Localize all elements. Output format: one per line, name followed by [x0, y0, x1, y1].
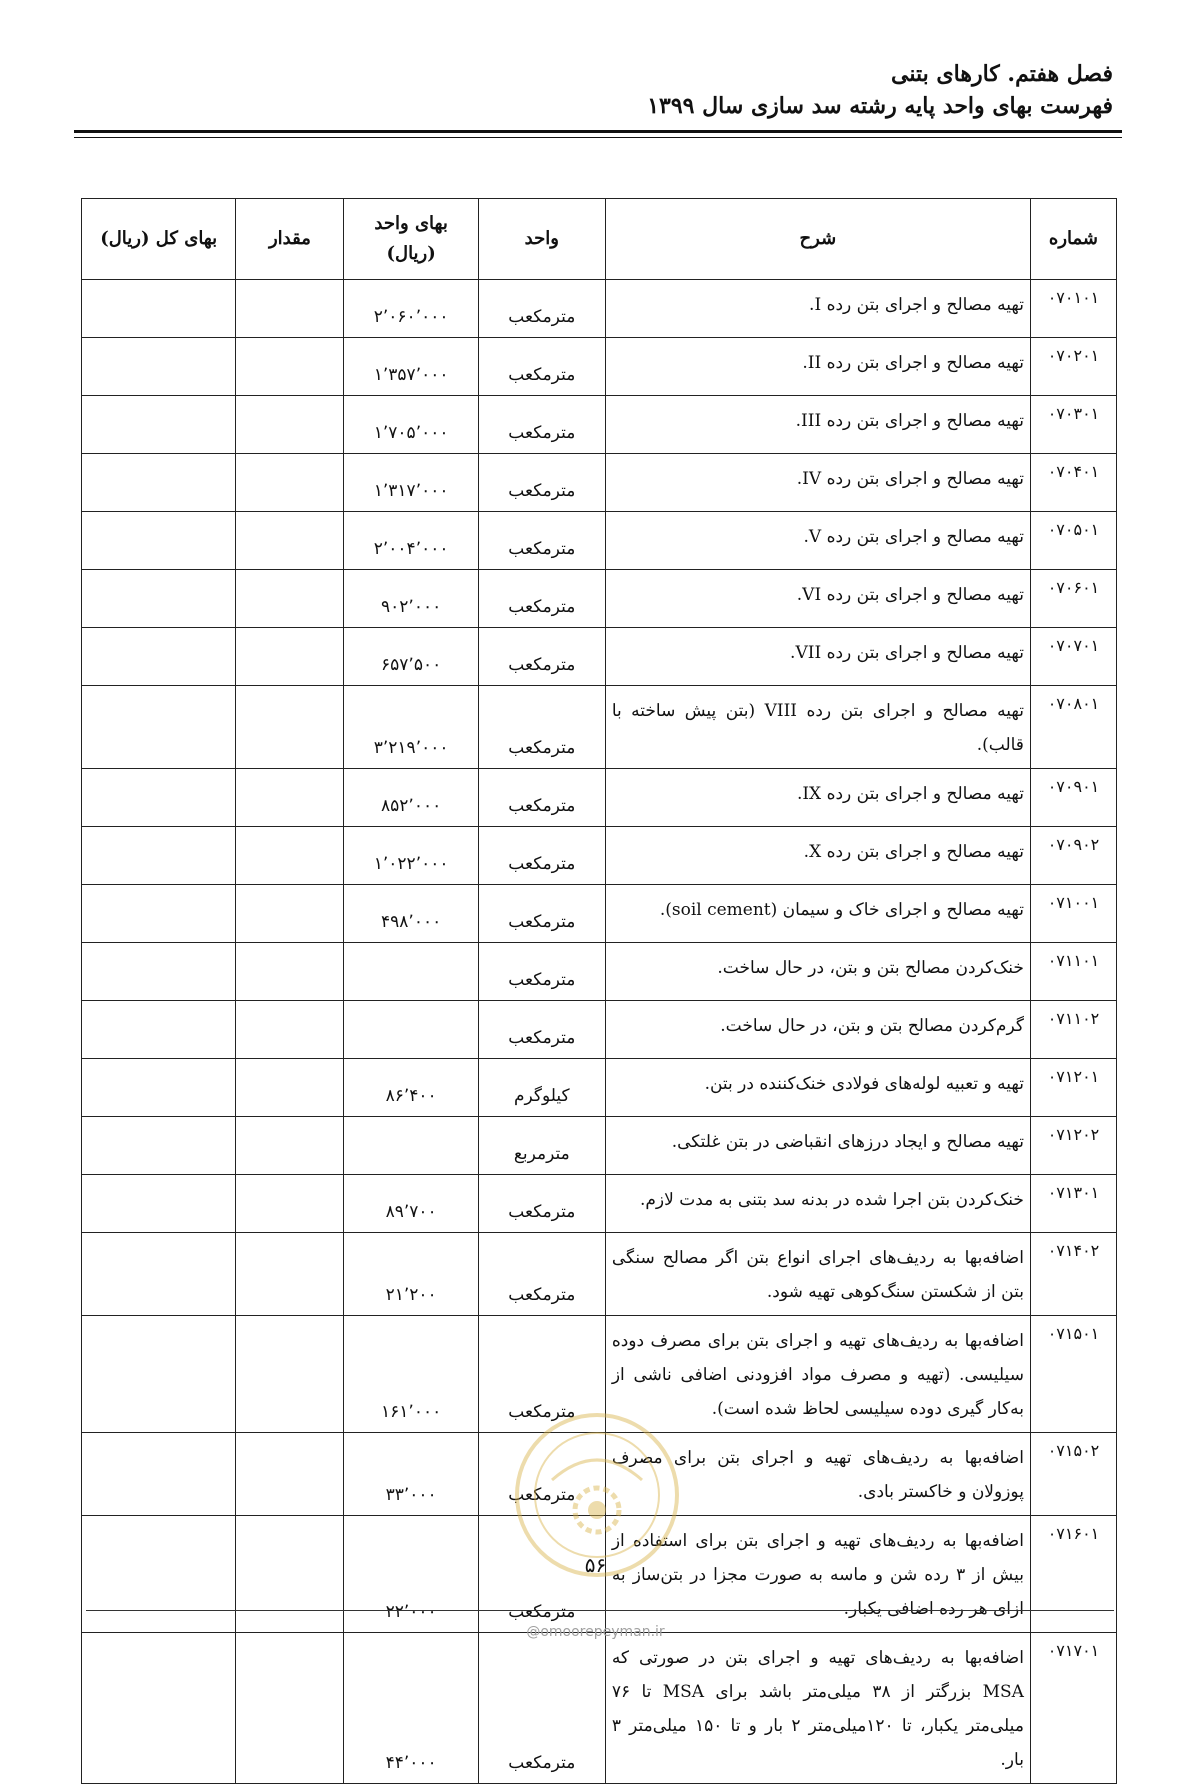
table-row: [82, 512, 1117, 570]
row-total-price: [82, 1433, 236, 1516]
col-header-qty: مقدار: [236, 199, 344, 280]
header-rule-thick: [74, 130, 1122, 133]
row-code: ۰۷۱۳۰۱: [1030, 1175, 1116, 1233]
row-unit: مترمکعب: [478, 454, 605, 512]
footer-rule: [86, 1610, 1114, 1611]
row-unit-price: ۳٬۲۱۹٬۰۰۰: [344, 686, 478, 769]
row-code: ۰۷۰۷۰۱: [1030, 628, 1116, 686]
table-row: [82, 769, 1117, 827]
row-unit: مترمکعب: [478, 396, 605, 454]
row-unit: مترمکعب: [478, 1233, 605, 1316]
row-unit-price: ۸۵۲٬۰۰۰: [344, 769, 478, 827]
header-rule-thin: [74, 137, 1122, 138]
table-row: [82, 1001, 1117, 1059]
row-quantity: [236, 1433, 344, 1516]
table-header-row: [82, 199, 1117, 280]
row-total-price: [82, 396, 236, 454]
row-code: ۰۷۱۵۰۱: [1030, 1316, 1116, 1433]
row-total-price: [82, 1175, 236, 1233]
row-unit: مترمکعب: [478, 280, 605, 338]
row-unit: کیلوگرم: [478, 1059, 605, 1117]
row-unit: مترمکعب: [478, 1516, 605, 1633]
row-total-price: [82, 769, 236, 827]
row-code: ۰۷۱۱۰۲: [1030, 1001, 1116, 1059]
row-unit-price: ۹۰۲٬۰۰۰: [344, 570, 478, 628]
table-row: [82, 1233, 1117, 1316]
row-description: تهیه مصالح و اجرای بتن رده I.: [605, 280, 1030, 338]
col-header-price-line2: (ریال): [386, 243, 436, 264]
row-code: ۰۷۰۹۰۱: [1030, 769, 1116, 827]
col-header-desc: شرح: [605, 199, 1030, 280]
price-table: [81, 198, 1117, 1784]
row-unit-price: [344, 1117, 478, 1175]
row-description: گرم‌کردن مصالح بتن و بتن، در حال ساخت.: [605, 1001, 1030, 1059]
row-quantity: [236, 943, 344, 1001]
row-code: ۰۷۱۴۰۲: [1030, 1233, 1116, 1316]
row-description: تهیه مصالح و اجرای بتن رده II.: [605, 338, 1030, 396]
row-quantity: [236, 686, 344, 769]
row-code: ۰۷۱۲۰۲: [1030, 1117, 1116, 1175]
row-unit-price: ۲٬۰۰۴٬۰۰۰: [344, 512, 478, 570]
row-unit-price: ۲٬۰۶۰٬۰۰۰: [344, 280, 478, 338]
row-description: تهیه مصالح و اجرای بتن رده X.: [605, 827, 1030, 885]
row-quantity: [236, 512, 344, 570]
col-header-code: شماره: [1030, 199, 1116, 280]
table-row: [82, 454, 1117, 512]
table-row: [82, 1175, 1117, 1233]
row-unit-price: ۸۹٬۷۰۰: [344, 1175, 478, 1233]
row-quantity: [236, 827, 344, 885]
row-quantity: [236, 1117, 344, 1175]
row-description: تهیه مصالح و اجرای بتن رده III.: [605, 396, 1030, 454]
footer-website: @omoorepeyman.ir: [526, 1624, 665, 1640]
row-total-price: [82, 1117, 236, 1175]
row-description: خنک‌کردن بتن اجرا شده در بدنه سد بتنی به مدت لازم.: [605, 1175, 1030, 1233]
row-total-price: [82, 1316, 236, 1433]
row-total-price: [82, 512, 236, 570]
row-unit-price: ۸۶٬۴۰۰: [344, 1059, 478, 1117]
row-total-price: [82, 686, 236, 769]
row-description: اضافه‌بها به ردیف‌های اجرای انواع بتن اگر مصالح سنگی بتن از شکستن سنگ‌کوهی تهیه شود.: [605, 1233, 1030, 1316]
row-description: تهیه مصالح و اجرای بتن رده VII.: [605, 628, 1030, 686]
row-quantity: [236, 396, 344, 454]
row-quantity: [236, 1316, 344, 1433]
row-unit-price: ۳۳٬۰۰۰: [344, 1433, 478, 1516]
row-code: ۰۷۰۴۰۱: [1030, 454, 1116, 512]
row-total-price: [82, 454, 236, 512]
document-subtitle: فهرست بهای واحد پایه رشته سد سازی سال ۱۳۹۹: [647, 93, 1113, 119]
row-code: ۰۷۱۱۰۱: [1030, 943, 1116, 1001]
row-quantity: [236, 1059, 344, 1117]
row-unit: مترمکعب: [478, 512, 605, 570]
row-total-price: [82, 1233, 236, 1316]
page-number: ۵۶: [584, 1553, 607, 1577]
table-row: [82, 827, 1117, 885]
row-unit-price: ۲۲٬۰۰۰: [344, 1516, 478, 1633]
row-total-price: [82, 338, 236, 396]
row-unit: مترمکعب: [478, 570, 605, 628]
table-row: [82, 1633, 1117, 1784]
row-description: خنک‌کردن مصالح بتن و بتن، در حال ساخت.: [605, 943, 1030, 1001]
row-unit: مترمکعب: [478, 338, 605, 396]
row-total-price: [82, 628, 236, 686]
row-unit: مترمکعب: [478, 1001, 605, 1059]
row-total-price: [82, 1633, 236, 1784]
row-description: تهیه مصالح و اجرای بتن رده V.: [605, 512, 1030, 570]
row-unit: مترمکعب: [478, 1433, 605, 1516]
table-row: [82, 628, 1117, 686]
table-row: [82, 1316, 1117, 1433]
row-total-price: [82, 943, 236, 1001]
row-quantity: [236, 769, 344, 827]
row-unit: مترمکعب: [478, 769, 605, 827]
row-code: ۰۷۰۳۰۱: [1030, 396, 1116, 454]
row-quantity: [236, 570, 344, 628]
row-unit-price: ۱٬۰۲۲٬۰۰۰: [344, 827, 478, 885]
table-row: [82, 885, 1117, 943]
col-header-total: بهای کل (ریال): [82, 199, 236, 280]
row-unit: مترمکعب: [478, 686, 605, 769]
table-row: [82, 396, 1117, 454]
chapter-title: فصل هفتم. کارهای بتنی: [891, 61, 1113, 87]
row-quantity: [236, 885, 344, 943]
row-quantity: [236, 280, 344, 338]
row-quantity: [236, 454, 344, 512]
row-total-price: [82, 570, 236, 628]
row-total-price: [82, 885, 236, 943]
col-header-price-line1: بهای واحد: [374, 213, 448, 234]
table-row: [82, 570, 1117, 628]
row-unit-price: ۴۴٬۰۰۰: [344, 1633, 478, 1784]
row-total-price: [82, 280, 236, 338]
row-unit-price: [344, 1001, 478, 1059]
row-quantity: [236, 338, 344, 396]
row-description: تهیه مصالح و اجرای بتن رده VIII (بتن پیش ساخته با قالب).: [605, 686, 1030, 769]
row-code: ۰۷۱۷۰۱: [1030, 1633, 1116, 1784]
table-row: [82, 943, 1117, 1001]
row-unit-price: [344, 943, 478, 1001]
row-total-price: [82, 1059, 236, 1117]
col-header-unit: واحد: [478, 199, 605, 280]
row-unit-price: ۱٬۳۱۷٬۰۰۰: [344, 454, 478, 512]
row-unit-price: ۱۶۱٬۰۰۰: [344, 1316, 478, 1433]
row-unit: مترمکعب: [478, 885, 605, 943]
table-row: [82, 1059, 1117, 1117]
row-unit: مترمکعب: [478, 628, 605, 686]
row-unit-price: ۶۵۷٬۵۰۰: [344, 628, 478, 686]
row-code: ۰۷۰۱۰۱: [1030, 280, 1116, 338]
row-quantity: [236, 1233, 344, 1316]
row-unit: مترمکعب: [478, 1633, 605, 1784]
row-unit-price: ۱٬۷۰۵٬۰۰۰: [344, 396, 478, 454]
row-quantity: [236, 1175, 344, 1233]
row-code: ۰۷۰۹۰۲: [1030, 827, 1116, 885]
row-unit: مترمکعب: [478, 1316, 605, 1433]
row-code: ۰۷۰۶۰۱: [1030, 570, 1116, 628]
table-row: [82, 1433, 1117, 1516]
row-code: ۰۷۰۸۰۱: [1030, 686, 1116, 769]
row-unit: مترمکعب: [478, 1175, 605, 1233]
row-description: تهیه مصالح و اجرای بتن رده IV.: [605, 454, 1030, 512]
row-total-price: [82, 1001, 236, 1059]
row-quantity: [236, 628, 344, 686]
row-description: اضافه‌بها به ردیف‌های تهیه و اجرای بتن برای مصرف پوزولان و خاکستر بادی.: [605, 1433, 1030, 1516]
row-quantity: [236, 1001, 344, 1059]
table-row: [82, 338, 1117, 396]
row-unit-price: ۱٬۳۵۷٬۰۰۰: [344, 338, 478, 396]
row-code: ۰۷۰۵۰۱: [1030, 512, 1116, 570]
row-description: تهیه مصالح و اجرای خاک و سیمان (soil cement).: [605, 885, 1030, 943]
row-code: ۰۷۱۲۰۱: [1030, 1059, 1116, 1117]
row-description: اضافه‌بها به ردیف‌های تهیه و اجرای بتن برای مصرف دوده سیلیسی. (تهیه و مصرف مواد افزودنی اضافی ناشی از به‌کار گیری دوده سیلیسی لحاظ شده است).: [605, 1316, 1030, 1433]
row-description: تهیه و تعبیه لوله‌های فولادی خنک‌کننده در بتن.: [605, 1059, 1030, 1117]
row-total-price: [82, 827, 236, 885]
row-code: ۰۷۰۲۰۱: [1030, 338, 1116, 396]
row-unit-price: ۲۱٬۲۰۰: [344, 1233, 478, 1316]
col-header-price: [344, 199, 478, 280]
table-row: [82, 280, 1117, 338]
row-code: ۰۷۱۵۰۲: [1030, 1433, 1116, 1516]
table-row: [82, 686, 1117, 769]
row-unit: مترمکعب: [478, 827, 605, 885]
row-description: تهیه مصالح و اجرای بتن رده VI.: [605, 570, 1030, 628]
row-description: اضافه‌بها به ردیف‌های تهیه و اجرای بتن در صورتی که MSA بزرگتر از ۳۸ میلی‌متر باشد برای MSA تا ۷۶ میلی‌متر یکبار، تا ۱۲۰میلی‌متر ۲ بار و تا ۱۵۰ میلی‌متر ۳ بار.: [605, 1633, 1030, 1784]
table-row: [82, 1117, 1117, 1175]
row-description: تهیه مصالح و اجرای بتن رده IX.: [605, 769, 1030, 827]
row-unit: مترمکعب: [478, 943, 605, 1001]
row-description: تهیه مصالح و ایجاد درزهای انقباضی در بتن غلتکی.: [605, 1117, 1030, 1175]
row-description: اضافه‌بها به ردیف‌های تهیه و اجرای بتن برای استفاده از بیش از ۳ رده شن و ماسه به صورت مجزا در بتن‌ساز به ازای هر رده اضافی یکبار.: [605, 1516, 1030, 1633]
row-code: ۰۷۱۰۰۱: [1030, 885, 1116, 943]
page-header: [73, 58, 1113, 122]
row-unit: مترمربع: [478, 1117, 605, 1175]
row-code: ۰۷۱۶۰۱: [1030, 1516, 1116, 1633]
row-quantity: [236, 1633, 344, 1784]
row-unit-price: ۴۹۸٬۰۰۰: [344, 885, 478, 943]
